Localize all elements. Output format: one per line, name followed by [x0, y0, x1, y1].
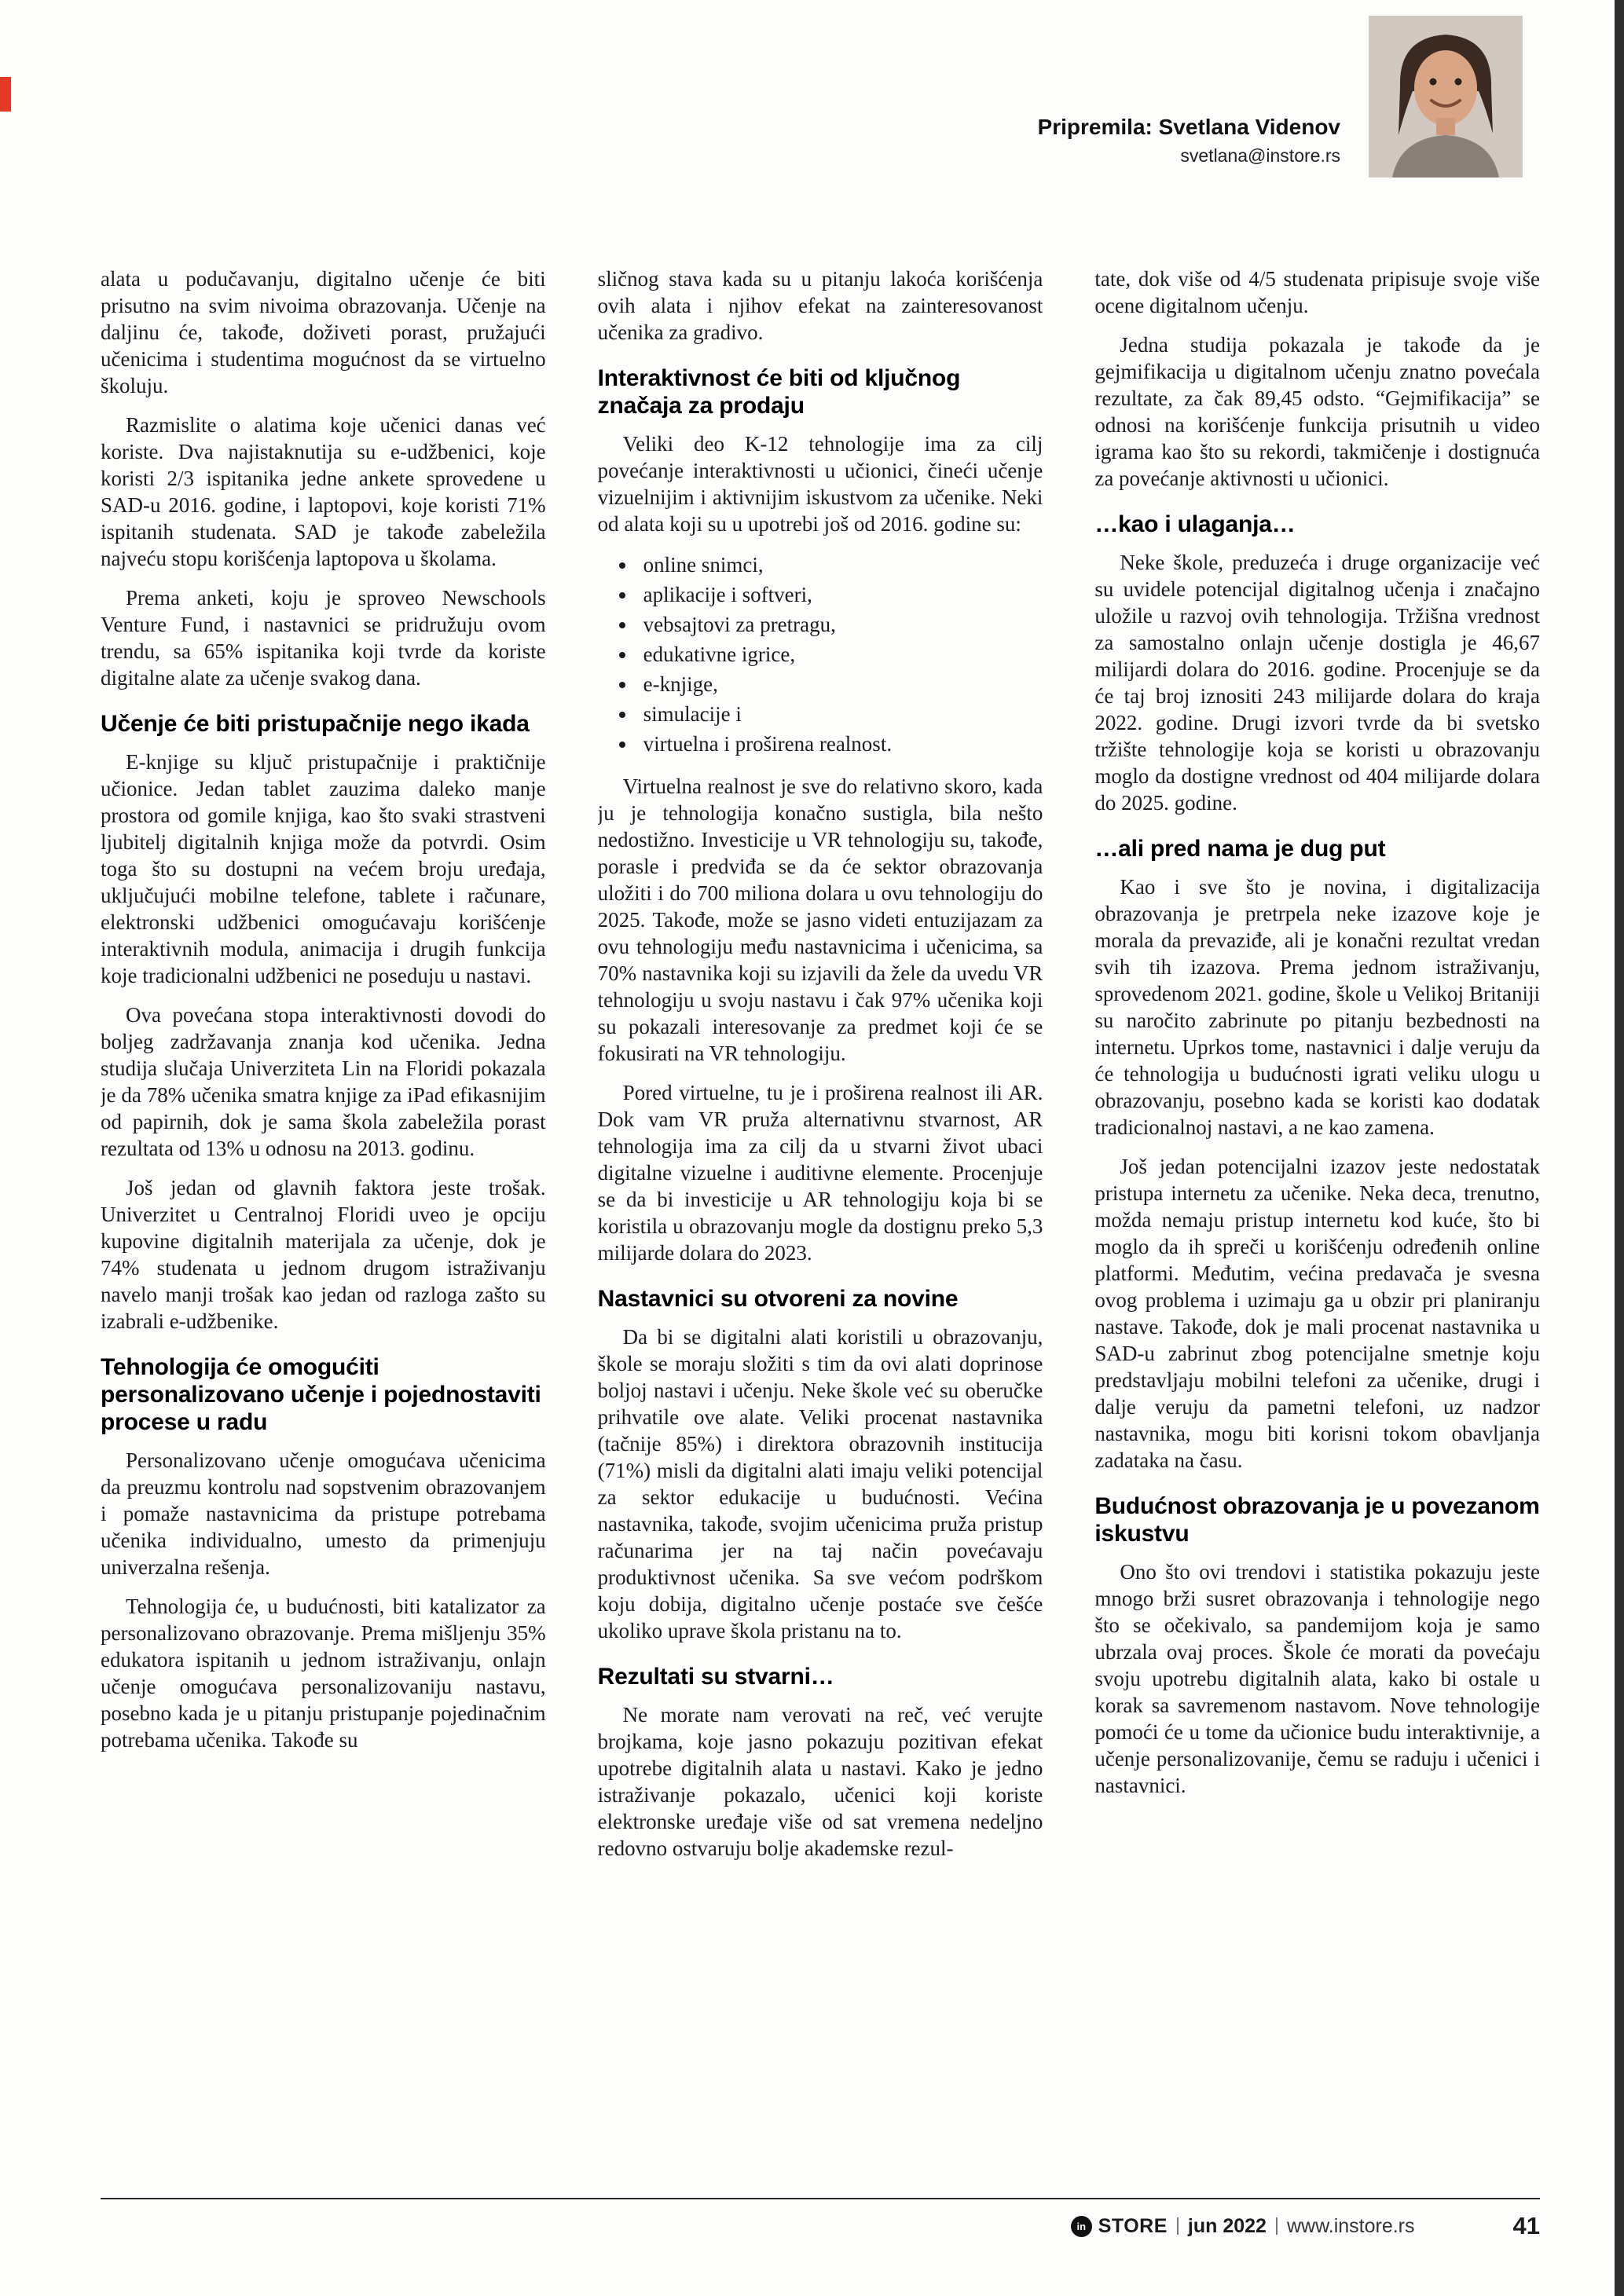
- paragraph: Tehnologija će, u budućnosti, biti katalizator za personalizovano obrazovanje. Prema mišljenju 35% edukatora ispitanih u jednom istraživanju, onlajn učenje omogućava personalizovaniju nastavu, posebno kada je u pitanju pristupanje pojedinačnim potrebama učenika. Takođe su: [101, 1595, 546, 1752]
- article-column-3: [1094, 265, 1540, 1874]
- paragraph: Još jedan od glavnih faktora jeste trošak. Univerzitet u Centralnoj Floridi uveo je opciju kupovine digitalnih materijala za učenje, dok je 74% studenata u jednom drugom istraživanju navelo manji trošak kao jedan od razloga zašto su izabrali e-udžbenike.: [101, 1176, 546, 1333]
- bullet-item: • e-knjige,: [637, 669, 1043, 699]
- paragraph: Virtuelna realnost je sve do relativno skoro, kada ju je tehnologija konačno sustigla, bila nešto nedostižno. Investicije u VR tehnologiju su, takođe, porasle i predviđa se da će sektor obrazovanja uložiti i do 700 miliona dolara u ovu tehnologiju do 2025. Takođe, može se jasno videti entuzijazam za ovu tehnologiju među nastavnicima i učenicima, sa 70% nastavnika koji su izjavili da žele da uvedu VR tehnologiju u svoju nastavu i čak 97% učenika koji su pokazali interesovanje za predmet koji će se fokusirati na VR tehnologiju.: [597, 774, 1043, 1065]
- page-footer: [101, 2198, 1540, 2240]
- paragraph: Pored virtuelne, tu je i proširena realnost ili AR. Dok vam VR pruža alternativnu stvarnost, AR tehnologija ima za cilj da u stvarni život ubaci digitalne vizuelne i auditivne elemente. Procenjuje se da bi investicije u AR tehnologiju koja bi se koristila u obrazovanju mogle da dostignu preko 5,3 milijarde dolara do 2023.: [597, 1081, 1043, 1265]
- section-heading: Nastavnici su otvoreni za novine: [597, 1286, 959, 1312]
- footer-brand-group: [1071, 2215, 1415, 2238]
- footer-divider: [1276, 2217, 1278, 2235]
- print-registration-mark: [0, 77, 11, 112]
- paragraph: Neke škole, preduzeća i druge organizacije već su uvidele potencijal digitalnog učenja i značajno uložile u razvoj ovih tehnologija. Tržišna vrednost za samostalno onlajn učenje dostigla je 46,67 milijardi dolara do 2016. godine. Procenjuje se da će taj broj iznositi 243 milijarde dolara do kraja 2022. godine. Drugi izvori tvrde da bi svetsko tržište tehnologije koja se koristi u obrazovanju moglo da dostigne vrednost od 404 milijarde dolara do 2025. godine.: [1094, 551, 1541, 815]
- paragraph: Prema anketi, koju je sproveo Newschools Venture Fund, i nastavnici se pridružuju ovom trendu, sa 65% ispitanika koji tvrde da koriste digitalne alate za učenje svakog dana.: [101, 586, 546, 690]
- paragraph: Jedna studija pokazala je takođe da je gejmifikacija u digitalnom učenju znatno povećala rezultate, za čak 89,45 odsto. “Gejmifikacija” se odnosi na korišćenje funkcija prisutnih u video igrama kao što su rekordi, takmičenje i dostignuća za povećanje aktivnosti u učionici.: [1094, 333, 1541, 490]
- paragraph: Kao i sve što je novina, i digitalizacija obrazovanja je pretrpela neke izazove koje je morala da prevaziđe, ali je konačni rezultat vredan svih tih izazova. Prema jednom istraživanju, sprovedenom 2021. godine, škole u Velikoj Britaniji su naročito zabrinute po pitanju bezbednosti na internetu. Uprkos tome, nastavnici i dalje veruju da će tehnologija u budućnosti igrati veliku ulogu u obrazovanju, posebno kada se koristi kao dodatak tradicionalnoj nastavi, a ne kao zamena.: [1094, 875, 1541, 1139]
- article-column-1: [101, 265, 546, 1874]
- article-body: [101, 265, 1540, 1874]
- author-portrait-illustration: [1369, 16, 1523, 178]
- author-email: svetlana@instore.rs: [1180, 145, 1340, 166]
- section-heading: Učenje će biti pristupačnije nego ikada: [101, 711, 530, 737]
- bullet-item: • vebsajtovi za pretragu,: [637, 610, 1043, 639]
- paragraph: Razmislite o alatima koje učenici danas već koriste. Dva najistaknutija su e-udžbenici, koje koristi 2/3 ispitanika jedne ankete sprovedene u SAD-u 2016. godine, i laptopovi, koje koristi 71% ispitanih studenata. SAD je takođe zabeležila najveću stopu korišćenja laptopova u školama.: [101, 413, 546, 570]
- paragraph: Da bi se digitalni alati koristili u obrazovanju, škole se moraju složiti s tim da ovi alati doprinose boljoj nastavi i učenju. Neke škole već su oberučke prihvatile ove alate. Veliki procenat nastavnika (tačnije 85%) i direktora obrazovnih institucija (71%) misli da digitalni alati imaju veliki potencijal za sektor edukacije u budućnosti. Većina nastavnika, takođe, svojim učenicima pruža pristup računarima jer na taj način povećavaju produktivnost učenika. Sa sve većom podrškom koju dobija, digitalno učenje postaće sve češće ukoliko uprave škola pristanu na to.: [597, 1325, 1043, 1642]
- section-heading: Tehnologija će omogućiti personalizovano učenje i pojednostaviti procese u radu: [101, 1354, 541, 1435]
- paragraph: Personalizovano učenje omogućava učenicima da preuzmu kontrolu nad sopstvenim obrazovanjem i pomaže nastavnicima da pristupe potrebama učenika individualno, umesto da primenjuju univerzalna rešenja.: [101, 1448, 546, 1579]
- paragraph: Ova povećana stopa interaktivnosti dovodi do boljeg zadržavanja znanja kod učenika. Jedna studija slučaja Univerziteta Lin na Floridi pokazala je da 78% učenika smatra knjige za iPad efikasnijim od papirnih, dok je sama škola zabeležila porast rezultata od 13% u odnosu na 2013. godinu.: [101, 1003, 546, 1160]
- paragraph: Ono što ovi trendovi i statistika pokazuju jeste mnogo brži susret obrazovanja i tehnologije nego što se očekivalo, sa pandemijom koja je samo ubrzala ovaj proces. Škole će morati da povećaju svoju upotrebu digitalnih alata, kako bi ostale u korak sa savremenom nastavom. Nove tehnologije pomoći će u tome da učionice budu interaktivnije, a učenje personalizovanije, čemu se raduju i učenici i nastavnici.: [1094, 1560, 1541, 1797]
- footer-issue-date: jun 2022: [1187, 2214, 1267, 2237]
- bullet-list: [598, 550, 1043, 759]
- paragraph: E-knjige su ključ pristupačnije i praktičnije učionice. Jedan tablet zauzima daleko manje prostora od gomile knjiga, kao što svaki strastveni ljubitelj digitalnih knjiga može da potvrdi. Osim toga što su dostupni na većem broju uređaja, uključujući mobilne telefone, tablete i računare, elektronski udžbenici omogućavaju korišćenje interaktivnih modula, animacija i drugih funkcija koje tradicionalni udžbenici ne poseduju u nastavi.: [101, 750, 546, 987]
- footer-brand: STORE: [1098, 2214, 1168, 2237]
- section-heading: Rezultati su stvarni…: [597, 1664, 834, 1690]
- bullet-item: • online snimci,: [637, 550, 1043, 580]
- article-column-2: [598, 265, 1043, 1874]
- bullet-item: • simulacije i: [637, 699, 1043, 729]
- paragraph: alata u podučavanju, digitalno učenje će biti prisutno na svim nivoima obrazovanja. Učenje na daljinu će, takođe, doživeti porast, pružajući učenicima i studentima mogućnost da se virtuelno školuju.: [101, 267, 546, 397]
- footer-website-url: www.instore.rs: [1286, 2214, 1415, 2237]
- instore-logo-icon: in: [1071, 2216, 1092, 2237]
- page-number: 41: [1512, 2212, 1540, 2239]
- paragraph: Ne morate nam verovati na reč, već verujte brojkama, koje jasno pokazuju pozitivan efekat upotrebe digitalnih alata u nastavi. Kako je jedno istraživanje pokazalo, učenici koji koriste elektronske uređaje više od sat vremena nedeljno redovno ostvaruju bolje akademske rezul-: [597, 1703, 1043, 1860]
- bullet-item: • aplikacije i softveri,: [637, 580, 1043, 610]
- section-heading: Budućnost obrazovanja je u povezanom iskustvu: [1094, 1493, 1540, 1547]
- article-header: [597, 115, 1340, 167]
- paragraph: Veliki deo K-12 tehnologije ima za cilj povećanje interaktivnosti u učionici, čineći učenje vizuelnijim i aktivnijim iskustvom za učenike. Neki od alata koji su u upotrebi još od 2016. godine su:: [597, 432, 1043, 536]
- page-edge: [1615, 0, 1624, 2296]
- paragraph: tate, dok više od 4/5 studenata pripisuje svoje više ocene digitalnom učenju.: [1094, 267, 1541, 317]
- section-heading: …ali pred nama je dug put: [1094, 836, 1386, 862]
- section-heading: Interaktivnost će biti od ključnog značaja za prodaju: [597, 365, 961, 419]
- paragraph: Još jedan potencijalni izazov jeste nedostatak pristupa internetu za učenike. Neka deca, trenutno, možda nemaju pristup internetu kod kuće, što bi moglo da ih spreči u korišćenju određenih online platformi. Međutim, većina predavača je svesna ovog problema i uzimaju ga u obzir pri planiranju nastave. Takođe, dok je mali procenat nastavnika u SAD-u zabrinut zbog potencijalne smetnje koju predstavljaju mobilni telefoni za učenike, drugi i dalje veruju da pametni telefoni, uz nadzor nastavnika, mogu biti korisni tokom obavljanja zadataka na času.: [1094, 1155, 1541, 1472]
- section-heading: …kao i ulaganja…: [1094, 511, 1296, 537]
- prepared-by-label: Pripremila: Svetlana Videnov: [1037, 115, 1340, 139]
- footer-divider: [1177, 2217, 1179, 2235]
- bullet-item: • virtuelna i proširena realnost.: [637, 729, 1043, 759]
- bullet-item: • edukativne igrice,: [637, 639, 1043, 669]
- author-photo: [1369, 16, 1523, 178]
- paragraph: sličnog stava kada su u pitanju lakoća korišćenja ovih alata i njihov efekat na zainteresovanost učenika za gradivo.: [597, 267, 1043, 344]
